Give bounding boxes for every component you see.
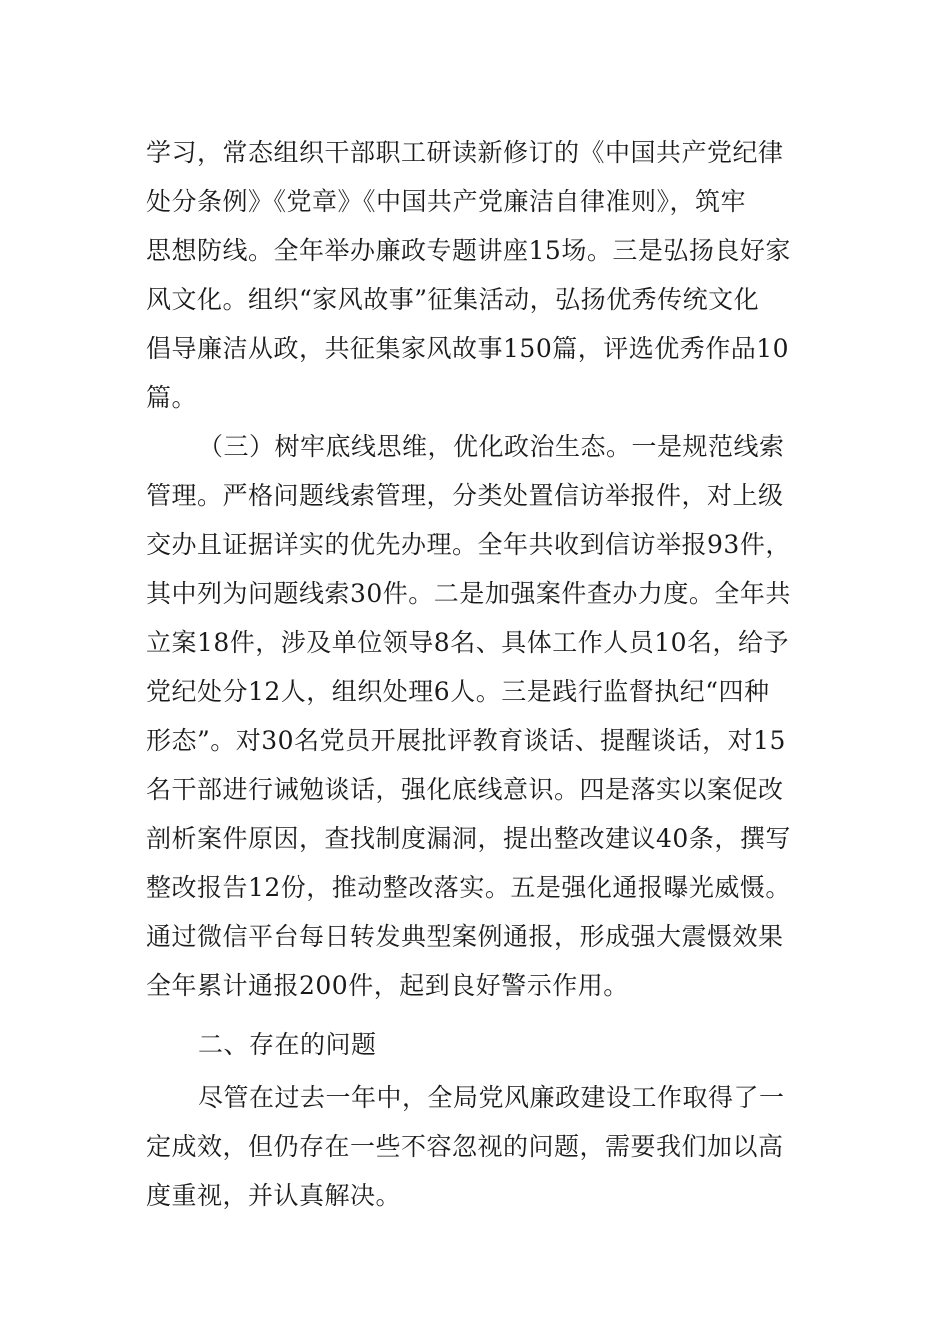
paragraph-continued bbox=[146, 128, 810, 422]
text-line: 剖析案件原因，查找制度漏洞，提出整改建议40条，撰写 bbox=[146, 824, 791, 853]
paragraph-problems bbox=[146, 1073, 810, 1220]
text-line: （三）树牢底线思维，优化政治生态。一是规范线索 bbox=[198, 432, 785, 461]
text-line: 处分条例》《党章》《中国共产党廉洁自律准则》，筑牢 bbox=[146, 187, 747, 216]
paragraph-three bbox=[146, 422, 810, 1010]
text-line: 名干部进行诫勉谈话，强化底线意识。四是落实以案促改 bbox=[146, 775, 784, 804]
text-line: 立案18件，涉及单位领导8名、具体工作人员10名，给予 bbox=[146, 628, 790, 657]
text-line: 通过微信平台每日转发典型案例通报，形成强大震慑效果 bbox=[146, 922, 784, 951]
text-line: 篇。 bbox=[146, 383, 198, 412]
text-line: 度重视，并认真解决。 bbox=[146, 1181, 402, 1210]
text-line: 全年累计通报200件，起到良好警示作用。 bbox=[146, 971, 629, 1000]
text-line: 其中列为问题线索30件。二是加强案件查办力度。全年共 bbox=[146, 579, 791, 608]
text-line: 倡导廉洁从政，共征集家风故事150篇，评选优秀作品10 bbox=[146, 334, 790, 363]
text-line: 党纪处分12人，组织处理6人。三是践行监督执纪“四种 bbox=[146, 677, 770, 706]
text-line: 尽管在过去一年中，全局党风廉政建设工作取得了一 bbox=[198, 1083, 785, 1112]
text-line: 管理。严格问题线索管理，分类处置信访举报件，对上级 bbox=[146, 481, 784, 510]
text-line: 整改报告12份，推动整改落实。五是强化通报曝光威慑。 bbox=[146, 873, 791, 902]
text-line: 定成效，但仍存在一些不容忽视的问题，需要我们加以高 bbox=[146, 1132, 784, 1161]
section-heading-block bbox=[146, 1020, 810, 1069]
text-line: 形态”。对30名党员开展批评教育谈话、提醒谈话，对15 bbox=[146, 726, 786, 755]
text-line: 思想防线。全年举办廉政专题讲座15场。三是弘扬良好家 bbox=[146, 236, 791, 265]
text-line: 学习，常态组织干部职工研读新修订的《中国共产党纪律 bbox=[146, 138, 784, 167]
text-line: 风文化。组织“家风故事”征集活动，弘扬优秀传统文化 bbox=[146, 285, 760, 314]
text-line: 交办且证据详实的优先办理。全年共收到信访举报93件， bbox=[146, 530, 791, 559]
section-heading: 二、存在的问题 bbox=[198, 1030, 377, 1059]
